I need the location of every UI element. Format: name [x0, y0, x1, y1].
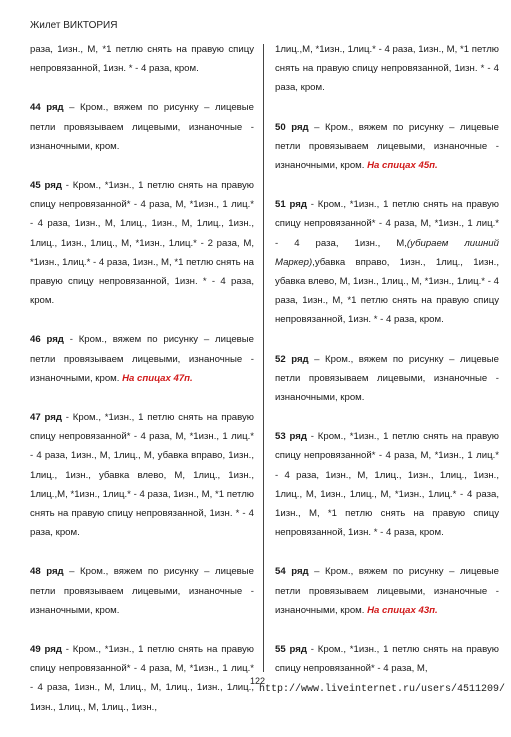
stitch-count-note: На спицах 43п.	[367, 604, 438, 616]
row-text: – Кром., вяжем по рисунку – лицевые петли провязываем лицевыми, изнаночные - изнаночными, кром.	[30, 102, 254, 152]
row-55-paragraph	[275, 640, 499, 678]
row-text: - Кром., *1изн., 1 петлю снять на правую спицу непровязанной* - 4 раза, М, *1изн., 1 лиц.* - 4 раза, 1изн., М, 1лиц., М, убавка вправо, 1изн., 1лиц., 1изн., убавка влево, М, 1лиц., 1изн., 1лиц.,М, *1изн., 1лиц.* - 4 раза, 1изн., М, *1 петлю снять на правую спицу непровязанной, 1изн. * - 4 раза, кром.	[30, 412, 255, 539]
row-text: - Кром., *1изн., 1 петлю снять на правую спицу непровязанной* - 4 раза, М,	[275, 644, 500, 675]
row-44-paragraph	[30, 98, 254, 156]
column-divider	[263, 44, 264, 672]
row-text: - Кром., вяжем по рисунку – лицевые петли провязываем лицевыми, изнаночные - изнаночными, кром.	[30, 334, 254, 384]
row-label: 49 ряд	[30, 644, 62, 656]
row-49-paragraph	[30, 640, 254, 717]
row-label: 54 ряд	[275, 566, 309, 578]
row-text: – Кром., вяжем по рисунку – лицевые петли провязываем лицевыми, изнаночные - изнаночными, кром.	[275, 353, 499, 404]
right-column	[275, 40, 499, 698]
row-text: - Кром., *1изн., 1 петлю снять на правую спицу непровязанной* - 4 раза, М, *1изн., 1 лиц.* - 4 раза, 1изн., М, 1лиц., М, 1лиц., 1изн., 1лиц., 1изн., 1лиц., М, 1лиц., 1изн.,	[30, 644, 255, 713]
row-text: - Кром., *1изн., 1 петлю снять на правую спицу непровязанной* - 4 раза, М, *1изн., 1 лиц.* - 4 раза, 1изн., М,	[275, 199, 500, 249]
document-header-title: Жилет ВИКТОРИЯ	[30, 20, 118, 31]
row-text: – Кром., вяжем по рисунку – лицевые петли провязываем лицевыми, изнаночные - изнаночными, кром.	[275, 121, 499, 172]
row-label: 46 ряд	[30, 334, 64, 346]
row-label: 47 ряд	[30, 412, 62, 424]
row-label: 45 ряд	[30, 180, 62, 192]
row-54-paragraph	[275, 562, 499, 620]
marker-note: (убираем лишний Маркер)	[275, 237, 499, 268]
row-52-paragraph	[275, 350, 499, 408]
row-53-paragraph	[275, 427, 499, 542]
row-47-paragraph	[30, 408, 254, 542]
row-text: ,убавка вправо, 1изн., 1лиц., 1изн., убавка влево, М, 1изн., 1лиц., М, *1изн., 1лиц.* - 4 раза, 1изн., М, *1 петлю снять на правую спицу непровязанной, 1изн. * - 4 раза, кром.	[275, 256, 499, 326]
left-column	[30, 40, 254, 737]
row-label: 55 ряд	[275, 644, 307, 656]
row-text: – Кром., вяжем по рисунку – лицевые петли провязываем лицевыми, изнаночные - изнаночными, кром.	[30, 566, 254, 616]
paragraph-continuation: 1лиц.,М, *1изн., 1лиц.* - 4 раза, 1изн., М, *1 петлю снять на правую спицу непровязанной, 1изн. * - 4 раза, кром.	[275, 44, 499, 94]
row-46-paragraph	[30, 330, 254, 388]
page-number: 122	[250, 676, 266, 686]
row-label: 48 ряд	[30, 566, 64, 578]
row-text: - Кром., *1изн., 1 петлю снять на правую спицу непровязанной* - 4 раза, М, *1изн., 1 лиц.* - 4 раза, 1изн., М, 1лиц., 1изн., 1лиц., 1изн., 1лиц., М, 1изн., 1лиц., М, *1изн., 1лиц.* - 4 раза, 1изн., М, *1 петлю снять на правую спицу непровязанной, 1изн. * - 4 раза, кром.	[275, 431, 500, 539]
row-label: 52 ряд	[275, 353, 309, 365]
row-text: - Кром., *1изн., 1 петлю снять на правую спицу непровязанной* - 4 раза, М, *1изн., 1 лиц.* - 4 раза, 1изн., М, 1лиц., 1изн., М, 1лиц., 1изн., 1лиц., 1изн., 1лиц., М, *1изн., 1лиц.* - 2 раза, М, *1изн., 1лиц.* - 4 раза, 1изн., М, *1 петлю снять на правую спицу непровязанной, 1изн. * - 4 раза, кром.	[30, 180, 255, 307]
paragraph-continuation: раза, 1изн., М, *1 петлю снять на правую спицу непровязанной, 1изн. * - 4 раза, кром.	[30, 44, 254, 75]
row-label: 44 ряд	[30, 102, 64, 114]
row-50-paragraph	[275, 118, 499, 176]
source-url-watermark: http://www.liveinternet.ru/users/4511209/	[258, 684, 505, 695]
row-label: 51 ряд	[275, 199, 307, 211]
row-45-paragraph	[30, 176, 254, 310]
row-text: – Кром., вяжем по рисунку – лицевые петли провязываем лицевыми, изнаночные - изнаночными, кром.	[275, 566, 499, 616]
stitch-count-note: На спицах 47п.	[122, 372, 193, 384]
row-48-paragraph	[30, 562, 254, 620]
row-label: 53 ряд	[275, 431, 307, 443]
row-51-paragraph	[275, 195, 499, 329]
row-label: 50 ряд	[275, 121, 309, 133]
stitch-count-note: На спицах 45п.	[367, 160, 438, 172]
